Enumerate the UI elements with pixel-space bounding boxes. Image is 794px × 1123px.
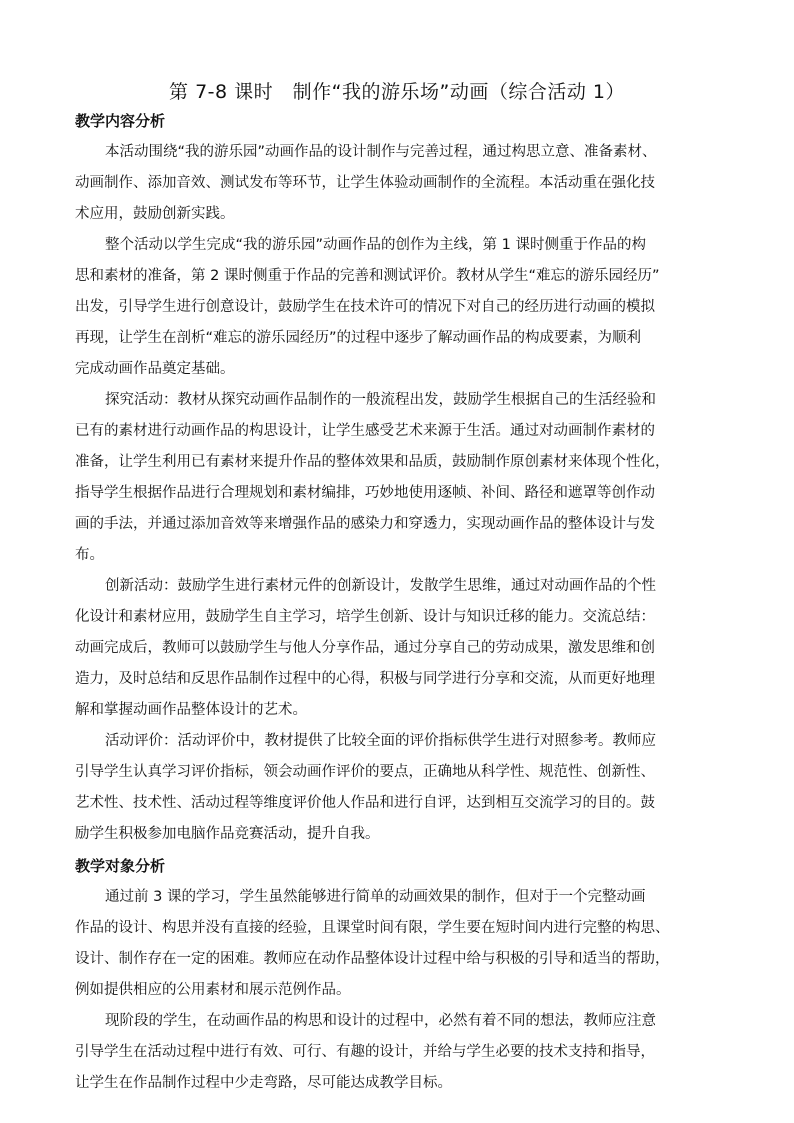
section-heading-learner-analysis: 教学对象分析 — [75, 857, 166, 875]
document-title: 第 7-8 课时 制作“我的游乐场”动画（综合活动 1） — [169, 81, 625, 103]
paragraph-line: 指导学生根据作品进行合理规划和素材编排，巧妙地使用逐帧、补间、路径和遮罩等创作动 — [75, 485, 655, 501]
paragraph-line: 励学生积极参加电脑作品竞赛活动，提升自我。 — [75, 826, 380, 842]
paragraph-line: 引导学生认真学习评价指标，领会动画作评价的要点，正确地从科学性、规范性、创新性、 — [75, 764, 655, 780]
paragraph-line: 引导学生在活动过程中进行有效、可行、有趣的设计，并给与学生必要的技术支持和指导， — [75, 1044, 655, 1060]
section-heading-content-analysis: 教学内容分析 — [75, 112, 166, 130]
paragraph-line: 活动评价：活动评价中，教材提供了比较全面的评价指标供学生进行对照参考。教师应 — [105, 733, 656, 749]
paragraph-line: 完成动画作品奠定基础。 — [75, 361, 235, 377]
paragraph-line: 让学生在作品制作过程中少走弯路，尽可能达成教学目标。 — [75, 1075, 452, 1091]
paragraph-line: 思和素材的准备，第 2 课时侧重于作品的完善和测试评价。教材从学生“难忘的游乐园经历” — [75, 268, 660, 284]
paragraph-line: 造力，及时总结和反思作品制作过程中的心得，积极与同学进行分享和交流，从而更好地理 — [75, 671, 655, 687]
paragraph-line: 动画完成后，教师可以鼓励学生与他人分享作品，通过分享自己的劳动成果，激发思维和创 — [75, 640, 655, 656]
paragraph-line: 准备，让学生利用已有素材来提升作品的整体效果和品质，鼓励制作原创素材来体现个性化， — [75, 454, 670, 470]
paragraph-line: 创新活动：鼓励学生进行素材元件的创新设计，发散学生思维，通过对动画作品的个性 — [105, 578, 656, 594]
paragraph-line: 通过前 3 课的学习，学生虽然能够进行简单的动画效果的制作，但对于一个完整动画 — [105, 889, 646, 905]
paragraph-line: 艺术性、技术性、活动过程等维度评价他人作品和进行自评，达到相互交流学习的目的。鼓 — [75, 795, 655, 811]
paragraph-line: 现阶段的学生，在动画作品的构思和设计的过程中，必然有着不同的想法，教师应注意 — [105, 1013, 656, 1029]
paragraph-line: 化设计和素材应用，鼓励学生自主学习，培学生创新、设计与知识迁移的能力。交流总结： — [75, 609, 655, 625]
paragraph-line: 动画制作、添加音效、测试发布等环节，让学生体验动画制作的全流程。本活动重在强化技 — [75, 175, 655, 191]
paragraph-line: 整个活动以学生完成“我的游乐园”动画作品的创作为主线，第 1 课时侧重于作品的构 — [105, 237, 646, 253]
paragraph-line: 例如提供相应的公用素材和展示范例作品。 — [75, 982, 351, 998]
paragraph-line: 解和掌握动画作品整体设计的艺术。 — [75, 702, 307, 718]
paragraph-line: 本活动围绕“我的游乐园”动画作品的设计制作与完善过程，通过构思立意、准备素材、 — [105, 144, 657, 160]
paragraph-line: 布。 — [75, 547, 104, 563]
paragraph-line: 术应用，鼓励创新实践。 — [75, 206, 235, 222]
paragraph-line: 出发，引导学生进行创意设计，鼓励学生在技术许可的情况下对自己的经历进行动画的模拟 — [75, 299, 655, 315]
paragraph-line: 探究活动：教材从探究动画作品制作的一般流程出发，鼓励学生根据自己的生活经验和 — [105, 392, 656, 408]
paragraph-line: 画的手法，并通过添加音效等来增强作品的感染力和穿透力，实现动画作品的整体设计与发 — [75, 516, 655, 532]
paragraph-line: 设计、制作存在一定的困难。教师应在动作品整体设计过程中给与积极的引导和适当的帮助， — [75, 951, 670, 967]
paragraph-line: 已有的素材进行动画作品的构思设计，让学生感受艺术来源于生活。通过对动画制作素材的 — [75, 423, 655, 439]
paragraph-line: 再现，让学生在剖析“难忘的游乐园经历”的过程中逐步了解动画作品的构成要素，为顺利 — [75, 330, 642, 346]
paragraph-line: 作品的设计、构思并没有直接的经验，且课堂时间有限，学生要在短时间内进行完整的构思、 — [75, 920, 670, 936]
